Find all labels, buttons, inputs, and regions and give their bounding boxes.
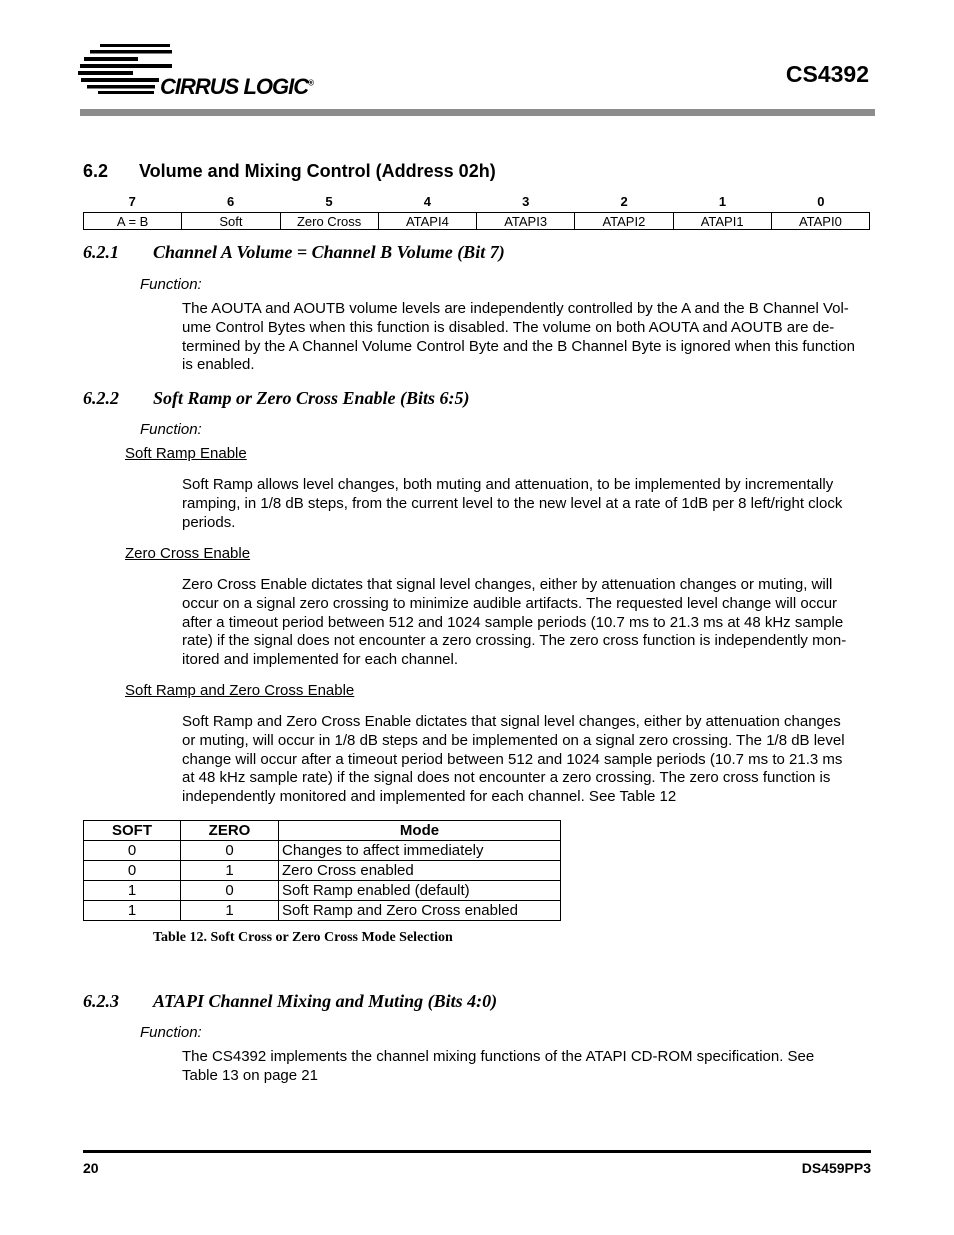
bit-number: 2 [620,194,628,209]
text-line: Soft Ramp allows level changes, both muting and attenuation, to be implemented by incrementally [182,476,834,493]
bit-name: ATAPI4 [378,213,476,230]
register-row [84,213,870,230]
table-cell: 1 [181,861,279,881]
text-line: rate) if the signal does not encounter a zero crossing. The zero cross function is independently mon- [182,632,847,650]
text-line: independently monitored and implemented for each channel. See Table 12 [182,788,677,806]
paragraph [182,713,845,807]
text-line: ramping, in 1/8 dB steps, from the current level to the new level at a rate of 1dB per 8 left/right clock [182,494,843,512]
table-cell: 0 [181,881,279,901]
section-number: 6.2 [83,161,109,181]
soft-ramp-zero-cross-heading: Soft Ramp and Zero Cross Enable [125,682,355,699]
subsection-heading [83,991,497,1012]
paragraph [182,476,842,532]
column-header: SOFT [84,821,181,841]
zero-cross-heading: Zero Cross Enable [125,545,251,562]
text-line: or muting, will occur in 1/8 dB steps and be implemented on a signal zero crossing. The 1/8 dB level [182,731,845,749]
table-cell: Soft Ramp enabled (default) [279,881,561,901]
register-bit-numbers [83,194,870,209]
table-cell: 0 [84,841,181,861]
table-header-row [84,821,561,841]
part-number: CS4392 [785,61,869,87]
text-line: change will occur after a timeout period between 512 and 1024 sample periods (10.7 ms to 21.3 ms [182,750,843,768]
paragraph [182,300,855,375]
text-line: Table 13 on page 21 [182,1066,318,1084]
text-line: Soft Ramp and Zero Cross Enable dictates that signal level changes, either by attenuation changes [182,713,841,730]
table-cell: Zero Cross enabled [279,861,561,881]
text-line: termined by the A Channel Volume Control Byte and the B Channel Byte is ignored when this function [182,337,855,355]
column-header: Mode [279,821,561,841]
text-line: at 48 kHz sample rate) if the signal does not encounter a zero crossing. The zero cross function is [182,769,831,787]
subsection-number: 6.2.2 [83,388,119,408]
bit-number: 4 [423,194,431,209]
subsection-title: Channel A Volume = Channel B Volume (Bit 7) [153,242,505,262]
register-table [83,212,870,230]
bit-number: 0 [817,194,825,209]
text-line: ume Control Bytes when this function is disabled. The volume on both AOUTA and AOUTB are de- [182,318,835,336]
table-cell: 0 [84,861,181,881]
function-label: Function: [140,1024,202,1041]
subsection-number: 6.2.1 [83,242,119,262]
table-row [84,881,561,901]
text-line: The AOUTA and AOUTB volume levels are independently controlled by the A and the B Channel Vol- [182,300,849,317]
subsection-number: 6.2.3 [83,991,119,1011]
bit-number: 3 [522,194,530,209]
text-line: after a timeout period between 512 and 1024 sample periods (10.7 ms to 21.3 ms at 48 kHz sample [182,613,844,631]
bit-name: ATAPI1 [673,213,771,230]
subsection-title: Soft Ramp or Zero Cross Enable (Bits 6:5) [153,388,470,408]
table-row [84,901,561,921]
section-title: Volume and Mixing Control (Address 02h) [139,161,496,181]
bit-number: 1 [718,194,727,209]
bit-number: 7 [128,194,136,209]
logo-wordmark: CIRRUS LOGIC® [160,74,314,99]
table-caption: Table 12. Soft Cross or Zero Cross Mode Selection [153,930,453,945]
section-heading [83,161,496,182]
soft-ramp-heading: Soft Ramp Enable [125,445,247,462]
paragraph [182,1048,814,1086]
text-line: occur on a signal zero crossing to minimize audible artifacts. The requested level change will occur [182,594,838,612]
bit-number: 5 [325,194,333,209]
table-cell: 1 [84,901,181,921]
table-cell: Soft Ramp and Zero Cross enabled [279,901,561,921]
mode-selection-table [83,820,561,921]
bit-name: Soft [182,213,280,230]
bit-name: A = B [84,213,182,230]
subsection-title: ATAPI Channel Mixing and Muting (Bits 4:0) [153,991,498,1011]
function-label: Function: [140,421,202,438]
footer-rule [83,1150,871,1153]
text-line: The CS4392 implements the channel mixing functions of the ATAPI CD-ROM specification. See [182,1048,815,1065]
bit-name: ATAPI2 [575,213,673,230]
column-header: ZERO [181,821,279,841]
table-cell: Changes to affect immediately [279,841,561,861]
subsection-heading [83,242,505,263]
table-row [84,841,561,861]
table-cell: 1 [84,881,181,901]
paragraph [182,576,846,670]
text-line: periods. [182,513,236,531]
subsection-heading [83,388,470,409]
header-rule [80,109,875,116]
bit-name: ATAPI3 [477,213,575,230]
table-cell: 0 [181,841,279,861]
document-id: DS459PP3 [801,1160,871,1176]
bit-name: ATAPI0 [771,213,869,230]
bit-number: 6 [226,194,235,209]
text-line: itored and implemented for each channel. [182,651,459,669]
page-number: 20 [83,1160,99,1176]
bit-name: Zero Cross [280,213,378,230]
text-line: is enabled. [182,356,255,374]
text-line: Zero Cross Enable dictates that signal level changes, either by attenuation changes or muting, will [182,576,833,593]
table-row [84,861,561,881]
table-cell: 1 [181,901,279,921]
function-label: Function: [140,276,202,293]
